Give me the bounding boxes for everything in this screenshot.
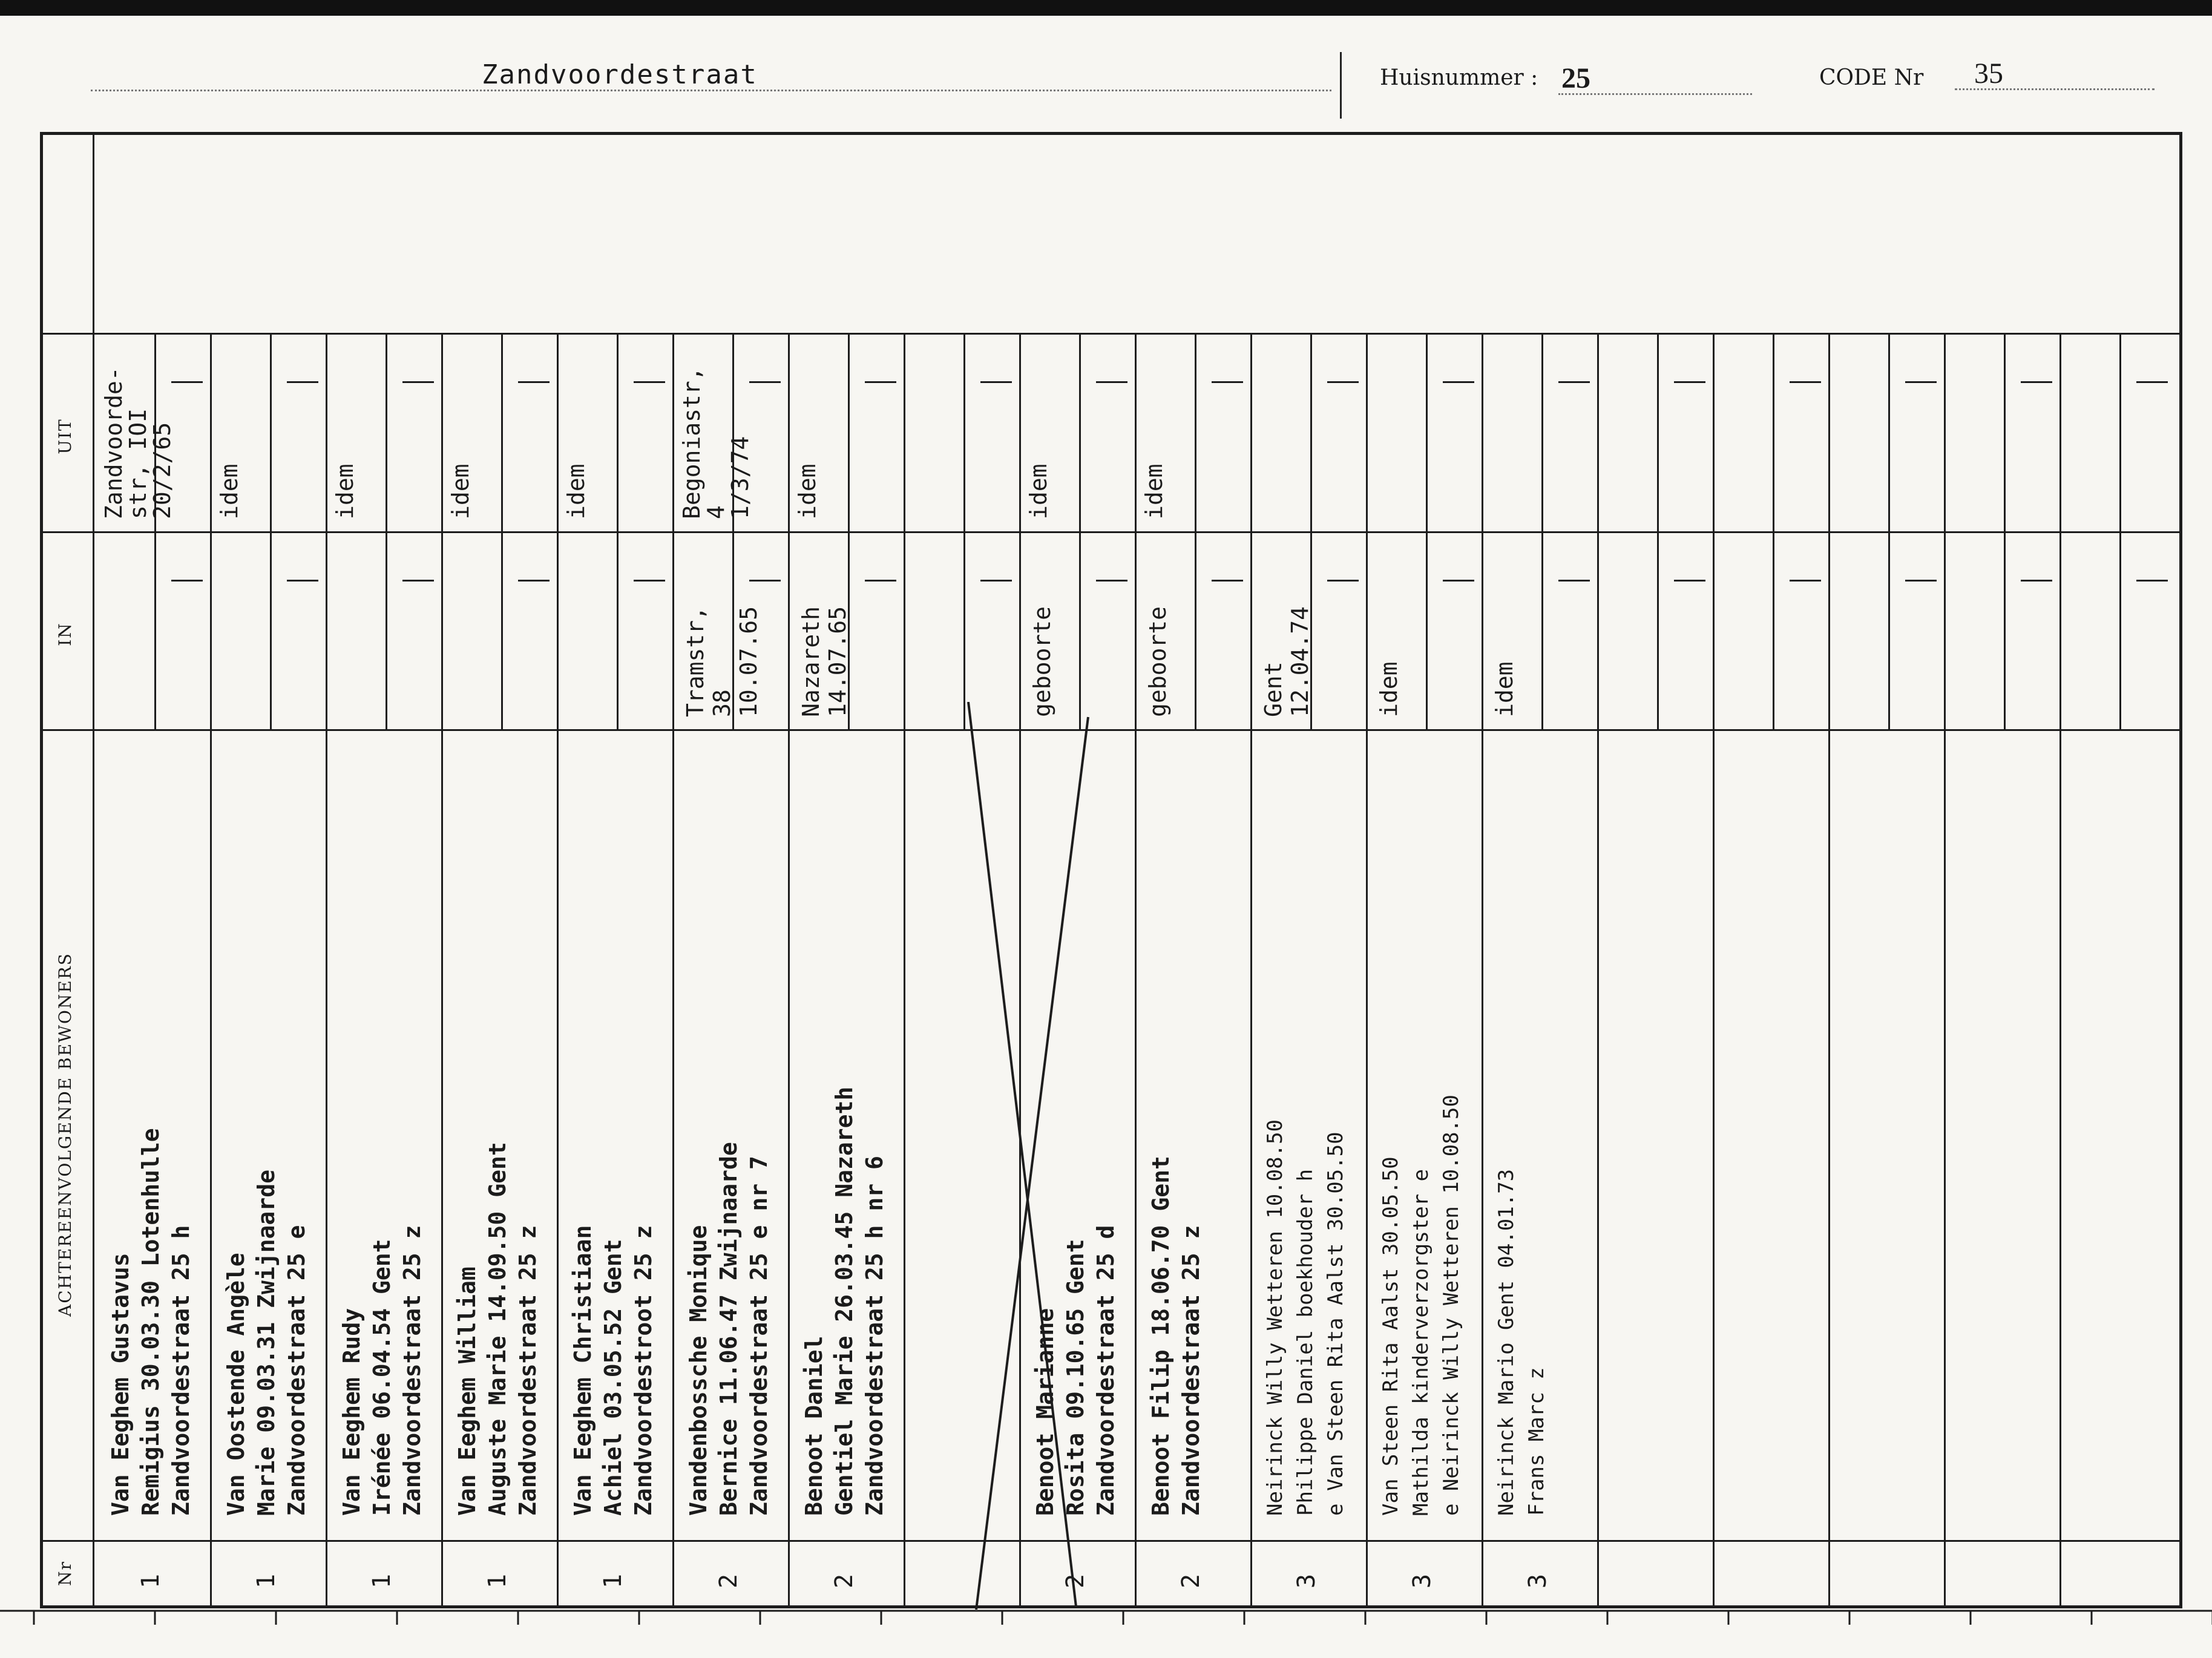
empty-field-dash — [980, 381, 1012, 383]
resident-entry: Achiel 03.05.52 Gent — [600, 1239, 626, 1516]
empty-field-dash — [1790, 381, 1821, 383]
scan-top-edge — [0, 0, 2212, 16]
column-divider — [441, 333, 443, 1608]
empty-field-dash — [171, 580, 203, 582]
resident-entry: Zandvoordestraat 25 e — [283, 1225, 310, 1516]
in-entry: idem — [1376, 661, 1402, 717]
column-divider — [904, 333, 905, 1608]
uit-entry: idem — [1141, 464, 1167, 519]
empty-field-dash — [1558, 381, 1590, 383]
resident-entry: Bernice 11.06.47 Zwijnaarde — [715, 1142, 742, 1516]
uit-entry: idem — [563, 464, 589, 519]
subcell-divider — [1657, 333, 1659, 729]
resident-number: 1 — [252, 1573, 280, 1588]
resident-entry: Neirinck Mario Gent 04.01.73 — [1494, 1168, 1518, 1516]
resident-entry: Neirinck Willy Wetteren 10.08.50 — [1263, 1119, 1287, 1516]
empty-field-dash — [749, 580, 781, 582]
subcell-divider — [1773, 333, 1774, 729]
empty-field-dash — [171, 381, 203, 383]
rule-nr-top — [94, 1540, 2182, 1542]
empty-field-dash — [1443, 381, 1474, 383]
empty-field-dash — [2136, 580, 2168, 582]
empty-field-dash — [1905, 381, 1937, 383]
section-label-nr: Nr — [55, 1561, 75, 1586]
code-label: CODE Nr — [1819, 65, 1924, 90]
in-entry: Gent — [1260, 661, 1287, 717]
empty-field-dash — [1558, 580, 1590, 582]
column-divider — [672, 333, 674, 1608]
resident-entry: Mathilda kinderverzorgster e — [1409, 1168, 1433, 1516]
resident-number: 1 — [599, 1573, 627, 1588]
resident-entry: Van Eeghem William — [454, 1266, 481, 1516]
subcell-divider — [1079, 333, 1081, 729]
uit-entry: 4 — [703, 505, 729, 519]
subcell-divider — [617, 333, 619, 729]
resident-number: 2 — [1062, 1573, 1089, 1588]
huisnummer-dotted-line — [1558, 93, 1752, 95]
strike-through-cross — [967, 702, 1094, 1610]
rule-uit-top — [94, 333, 2182, 335]
resident-entry: Benoot Filip 18.06.70 Gent — [1147, 1156, 1174, 1516]
label-rule-1 — [40, 333, 94, 335]
empty-field-dash — [402, 381, 434, 383]
column-divider — [326, 333, 327, 1608]
in-entry: geboorte — [1144, 606, 1171, 717]
uit-entry: str, IOI — [125, 408, 151, 519]
resident-entry: Van Eeghem Gustavus — [107, 1253, 134, 1516]
resident-entry: Zandvoordestraat 25 e nr 7 — [746, 1156, 772, 1516]
resident-entry: e Neirinck Willy Wetteren 10.08.50 — [1439, 1095, 1463, 1516]
resident-entry: Van Steen Rita Aalst 30.05.50 — [1379, 1156, 1403, 1516]
column-divider — [788, 333, 790, 1608]
label-rule-3 — [40, 729, 94, 731]
empty-field-dash — [287, 580, 318, 582]
subcell-divider — [1888, 333, 1890, 729]
resident-number: 3 — [1293, 1573, 1321, 1588]
uit-entry: idem — [216, 464, 243, 519]
code-value: 35 — [1974, 57, 2003, 90]
empty-field-dash — [634, 381, 665, 383]
resident-entry: Zandvoordestroot 25 z — [630, 1225, 657, 1516]
resident-entry: e Van Steen Rita Aalst 30.05.50 — [1324, 1132, 1348, 1516]
subcell-divider — [386, 333, 387, 729]
empty-field-dash — [2136, 381, 2168, 383]
bottom-tick-marks — [0, 1608, 2212, 1625]
empty-field-dash — [518, 580, 550, 582]
empty-field-dash — [1096, 580, 1127, 582]
uit-entry: idem — [332, 464, 358, 519]
section-label-in: IN — [55, 622, 75, 646]
empty-field-dash — [1096, 381, 1127, 383]
label-rule-2 — [40, 531, 94, 533]
resident-entry: Zandvoordestraat 25 h — [168, 1225, 194, 1516]
uit-entry: idem — [794, 464, 821, 519]
resident-entry: Remigius 30.03.30 Lotenhulle — [137, 1128, 164, 1516]
huisnummer-value: 25 — [1561, 62, 1590, 94]
subcell-divider — [154, 333, 156, 729]
resident-entry: Van Eeghem Christiaan — [569, 1225, 596, 1516]
card-header — [0, 16, 2212, 131]
resident-entry: Van Eeghem Rudy — [338, 1308, 365, 1516]
column-divider — [1597, 333, 1599, 1608]
column-divider — [2059, 333, 2061, 1608]
resident-entry: Zandvoordestraat 25 d — [1092, 1225, 1119, 1516]
rule-bewoners-top — [94, 729, 2182, 731]
subcell-divider — [963, 333, 965, 729]
column-divider — [1713, 333, 1715, 1608]
uit-entry: Begoniastr, — [678, 367, 705, 519]
resident-entry: Benoot Daniel — [801, 1335, 827, 1516]
resident-entry: Zandvoordestraat 25 z — [514, 1225, 541, 1516]
empty-field-dash — [287, 381, 318, 383]
empty-field-dash — [2021, 381, 2052, 383]
resident-entry: Irénée 06.04.54 Gent — [369, 1239, 395, 1516]
huisnummer-label: Huisnummer : — [1380, 65, 1538, 90]
empty-field-dash — [634, 580, 665, 582]
resident-number: 3 — [1408, 1573, 1436, 1588]
column-divider — [1944, 333, 1946, 1608]
empty-field-dash — [865, 580, 896, 582]
subcell-divider — [1195, 333, 1196, 729]
uit-entry: idem — [1025, 464, 1052, 519]
empty-field-dash — [1674, 381, 1705, 383]
empty-field-dash — [2021, 580, 2052, 582]
resident-entry: Frans Marc z — [1524, 1367, 1549, 1516]
resident-number: 2 — [830, 1573, 858, 1588]
empty-field-dash — [865, 381, 896, 383]
uit-entry: Zandvoorde- — [100, 367, 127, 519]
empty-field-dash — [1327, 381, 1359, 383]
rule-in-top — [94, 531, 2182, 533]
header-separator — [1340, 52, 1342, 119]
subcell-divider — [270, 333, 272, 729]
resident-entry: Van Oostende Angèle — [223, 1253, 249, 1516]
resident-number: 3 — [1524, 1573, 1552, 1588]
empty-field-dash — [518, 381, 550, 383]
subcell-divider — [1541, 333, 1543, 729]
uit-entry: 1/3/74 — [727, 436, 753, 519]
section-label-uit: UIT — [55, 418, 75, 454]
resident-entry: Vandenbossche Monique — [685, 1225, 712, 1516]
in-entry: geboorte — [1029, 606, 1055, 717]
resident-number: 1 — [484, 1573, 511, 1588]
empty-field-dash — [1790, 580, 1821, 582]
column-divider — [1482, 333, 1483, 1608]
subcell-divider — [2119, 333, 2121, 729]
resident-number: 2 — [1177, 1573, 1205, 1588]
empty-field-dash — [1674, 580, 1705, 582]
column-divider — [1250, 333, 1252, 1608]
subcell-divider — [1426, 333, 1428, 729]
resident-entry: Philippe Daniel boekhouder h — [1293, 1168, 1318, 1516]
resident-entry: Marie 09.03.31 Zwijnaarde — [253, 1170, 280, 1516]
column-divider — [1828, 333, 1830, 1608]
empty-field-dash — [749, 381, 781, 383]
resident-number: 1 — [368, 1573, 396, 1588]
resident-entry: Gentiel Marie 26.03.45 Nazareth — [831, 1086, 858, 1516]
empty-field-dash — [402, 580, 434, 582]
empty-field-dash — [1905, 580, 1937, 582]
in-entry: 38 — [709, 689, 735, 717]
resident-number: 2 — [715, 1573, 743, 1588]
in-entry: idem — [1491, 661, 1518, 717]
resident-number: 1 — [137, 1573, 165, 1588]
street-name: Zandvoordestraat — [482, 59, 758, 90]
in-entry: Nazareth — [798, 606, 824, 717]
in-entry: 10.07.65 — [735, 606, 762, 717]
empty-field-dash — [980, 580, 1012, 582]
uit-entry: idem — [447, 464, 474, 519]
resident-entry: Benoot Marianne — [1032, 1308, 1058, 1516]
resident-entry: Zandvoordestraat 25 z — [1178, 1225, 1204, 1516]
column-divider — [1366, 333, 1368, 1608]
empty-field-dash — [1443, 580, 1474, 582]
resident-entry: Auguste Marie 14.09.50 Gent — [484, 1142, 511, 1516]
empty-field-dash — [1212, 381, 1243, 383]
in-entry: Tramstr, — [682, 606, 709, 717]
resident-entry: Zandvoordestraat 25 z — [399, 1225, 425, 1516]
in-entry: 14.07.65 — [824, 606, 851, 717]
subcell-divider — [2004, 333, 2006, 729]
code-dotted-line — [1955, 88, 2155, 90]
column-divider — [1135, 333, 1137, 1608]
subcell-divider — [501, 333, 503, 729]
empty-field-dash — [1212, 580, 1243, 582]
resident-entry: Zandvoordestraat 25 h nr 6 — [861, 1156, 888, 1516]
in-entry: 12.04.74 — [1287, 606, 1313, 717]
column-divider — [557, 333, 559, 1608]
uit-entry: 20/2/65 — [149, 422, 176, 519]
empty-field-dash — [1327, 580, 1359, 582]
section-label-bewoners: ACHTEREENVOLGENDE BEWONERS — [55, 952, 75, 1317]
resident-entry: Rosita 09.10.65 Gent — [1062, 1239, 1089, 1516]
column-divider — [210, 333, 212, 1608]
